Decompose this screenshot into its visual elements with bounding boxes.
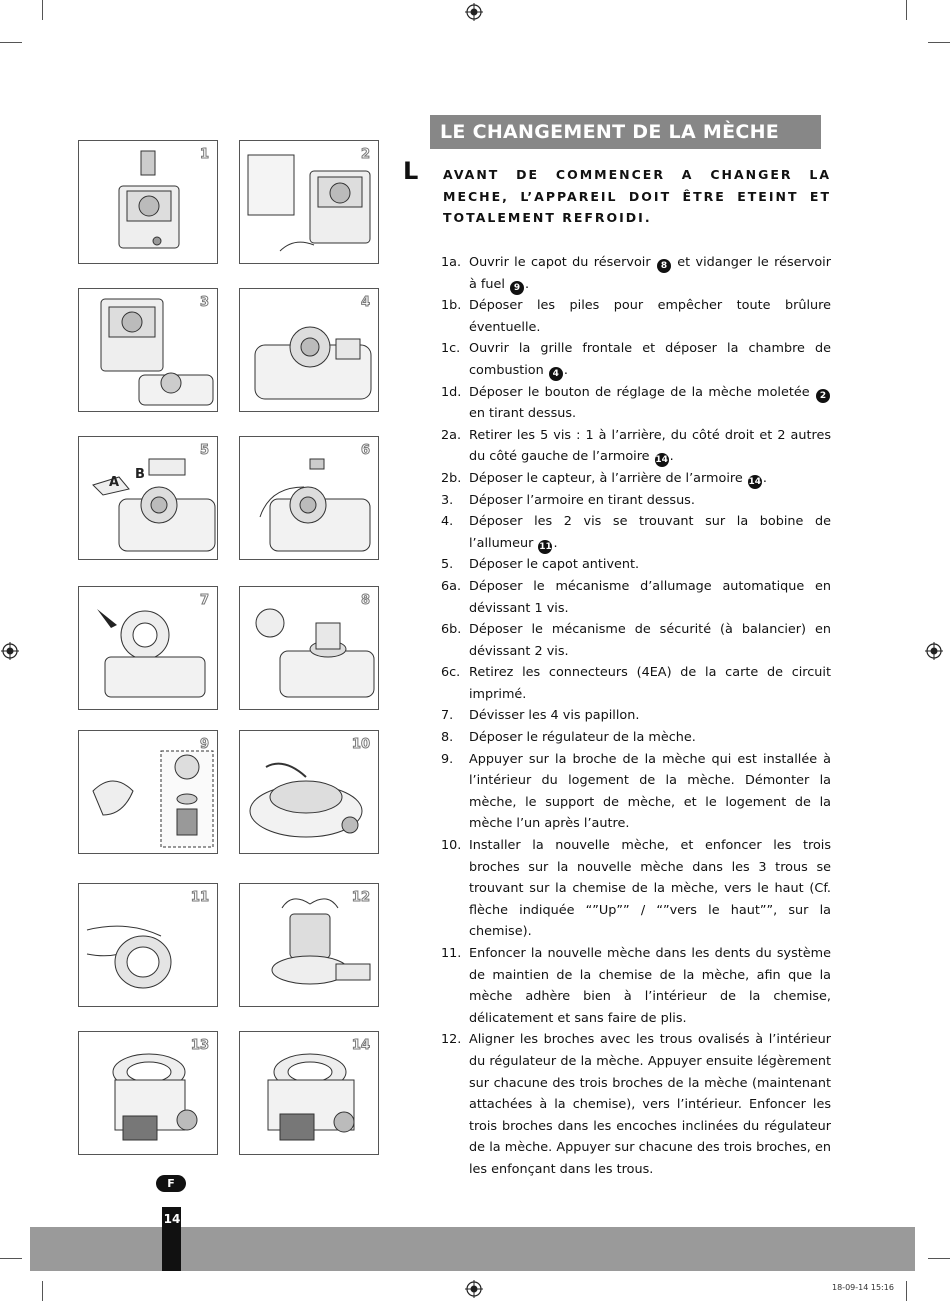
- crop-mark: [906, 0, 907, 20]
- step-text: Déposer le capteur, à l’arrière de l’armoire: [469, 470, 747, 486]
- registration-mark-icon: [925, 642, 943, 660]
- illustration-number: 4: [360, 295, 370, 310]
- instruction-step: [441, 943, 831, 1029]
- part-reference-badge: 8: [657, 259, 671, 273]
- instruction-step: [441, 727, 831, 749]
- crop-mark: [0, 1258, 22, 1259]
- illustration-drawing: [79, 437, 218, 560]
- illustration-7: [78, 586, 218, 710]
- instruction-step: [441, 511, 831, 554]
- step-number: 2a.: [441, 427, 462, 443]
- step-text: en tirant dessus.: [469, 406, 577, 422]
- illustration-drawing: [79, 141, 218, 264]
- step-text: Ouvrir la grille frontale et déposer la chambre de combustion: [469, 341, 831, 378]
- step-number: 1a.: [441, 255, 462, 270]
- section-title-text: LE CHANGEMENT DE LA MÈCHE: [440, 121, 780, 143]
- illustration-drawing: [240, 141, 379, 264]
- language-badge: F: [156, 1175, 186, 1192]
- illustration-3: [78, 288, 218, 412]
- illustration-number: 14: [351, 1038, 370, 1053]
- illustration-2: [239, 140, 379, 264]
- step-text: Déposer le bouton de réglage de la mèche moletée: [469, 384, 815, 400]
- illustration-label: A: [109, 475, 120, 490]
- illustration-number: 13: [190, 1038, 209, 1053]
- page-number: 14: [163, 1212, 181, 1226]
- instruction-step: [441, 705, 831, 727]
- warning-text: AVANT DE COMMENCER A CHANGER LA MECHE, L’APPAREIL DOIT ÊTRE ETEINT ET TOTALEMENT REFROIDI.: [443, 167, 831, 225]
- instruction-step: [441, 338, 831, 381]
- instruction-step: [441, 425, 831, 468]
- instruction-step: [441, 749, 831, 835]
- step-number: 6c.: [441, 665, 461, 681]
- step-text: Retirer les 5 vis : 1 à l’arrière, du côté droit et 2 autres du côté gauche de l’armoire: [469, 427, 831, 465]
- illustration-13: [78, 1031, 218, 1155]
- illustration-number: 5: [199, 443, 209, 458]
- illustration-12: [239, 883, 379, 1007]
- illustration-number: 12: [351, 890, 370, 905]
- crop-mark: [42, 1281, 43, 1301]
- instruction-list: [441, 252, 831, 1181]
- step-text: .: [563, 362, 568, 378]
- part-reference-badge: 2: [816, 389, 830, 403]
- step-text: Déposer le mécanisme de sécurité (à balancier) en dévissant 2 vis.: [469, 622, 831, 659]
- instruction-step: [441, 252, 831, 295]
- step-number: 3.: [441, 492, 454, 508]
- illustration-drawing: [79, 587, 218, 710]
- illustration-drawing: [240, 437, 379, 560]
- illustration-1: [78, 140, 218, 264]
- step-text: Ouvrir le capot du réservoir: [469, 255, 656, 270]
- step-text: .: [762, 470, 767, 486]
- step-text: Déposer l’armoire en tirant dessus.: [469, 492, 695, 508]
- step-text: Retirez les connecteurs (4EA) de la carte de circuit imprimé.: [469, 665, 831, 702]
- illustration-14: [239, 1031, 379, 1155]
- step-text: .: [669, 449, 674, 465]
- step-text: Déposer le capot antivent.: [469, 557, 640, 573]
- step-number: 11.: [441, 946, 462, 961]
- instruction-step: [441, 835, 831, 943]
- instruction-step: [441, 662, 831, 705]
- illustration-drawing: [240, 289, 379, 412]
- step-number: 6a.: [441, 578, 462, 594]
- part-reference-badge: 11: [539, 541, 552, 552]
- crop-mark: [928, 1258, 950, 1259]
- crop-mark: [42, 0, 43, 20]
- illustration-8: [239, 586, 379, 710]
- step-text: Enfoncer la nouvelle mèche dans les dents du système de maintien de la chemise de la mèche, afin que la mèche adhère bien à l’intérieur de la chemise, délicatement et sans faire de plis.: [469, 946, 831, 1026]
- step-text: Appuyer sur la broche de la mèche qui est installée à l’intérieur du logement de la mèche. Démonter la mèche, le support de mèche, et le logement de la mèche l’un après l’autre.: [469, 751, 831, 832]
- illustration-number: 1: [199, 147, 209, 162]
- illustration-number: 7: [199, 593, 209, 608]
- step-number: 1b.: [441, 298, 462, 314]
- illustration-drawing: [240, 587, 379, 710]
- step-number: 7.: [441, 708, 454, 724]
- step-text: Déposer les 2 vis se trouvant sur la bobine de l’allumeur: [469, 514, 831, 551]
- illustration-number: 11: [190, 890, 209, 905]
- step-number: 2b.: [441, 470, 462, 486]
- part-reference-badge: 4: [549, 367, 563, 381]
- registration-mark-icon: [465, 1280, 483, 1298]
- illustration-number: 6: [360, 443, 370, 458]
- instruction-step: [441, 382, 831, 425]
- section-title: [430, 115, 829, 149]
- part-reference-badge: 14: [748, 476, 762, 487]
- instruction-step: [441, 576, 831, 619]
- registration-mark-icon: [1, 642, 19, 660]
- crop-mark: [928, 42, 950, 43]
- instruction-step: [441, 490, 831, 512]
- illustration-number: 10: [351, 737, 370, 752]
- crop-mark: [0, 42, 22, 43]
- print-timestamp: 18-09-14 15:16: [832, 1283, 894, 1292]
- illustration-5: [78, 436, 218, 560]
- instruction-step: [441, 468, 831, 490]
- instruction-step: [441, 554, 831, 576]
- step-text: Aligner les broches avec les trous ovalisés à l’intérieur du régulateur de la mèche. Appuyer ensuite légèrement sur chacune des trois broches de la mèche (maintenant attachées à la chemise), vers l’intérieur. Enfoncer les trois broches dans les encoches inclinées du régulateur de la mèche. Appuyer sur chacune des trois broches, en les enfonçant dans les trous.: [469, 1032, 831, 1177]
- illustration-number: 3: [199, 295, 209, 310]
- step-number: 6b.: [441, 622, 462, 638]
- illustration-number: 8: [360, 593, 370, 608]
- step-number: 8.: [441, 730, 454, 746]
- illustration-9: [78, 730, 218, 854]
- step-text: Déposer le régulateur de la mèche.: [469, 730, 696, 746]
- step-text: Déposer les piles pour empêcher toute brûlure éventuelle.: [469, 298, 831, 335]
- part-reference-badge: 9: [510, 281, 524, 295]
- illustration-number: 2: [360, 147, 370, 162]
- section-letter: L: [403, 157, 419, 185]
- step-text: .: [525, 276, 530, 292]
- step-number: 1c.: [441, 341, 461, 357]
- illustration-4: [239, 288, 379, 412]
- step-number: 9.: [441, 751, 454, 767]
- illustration-drawing: [79, 731, 218, 854]
- step-text: .: [553, 535, 558, 551]
- step-number: 10.: [441, 838, 462, 854]
- step-text: Installer la nouvelle mèche, et enfoncer les trois broches sur la nouvelle mèche dans les 3 trous se trouvant sur la chemise de la mèche, vers le haut (Cf. flèche indiquée “”Up”” / “”vers le haut””, sur la chemise).: [469, 838, 831, 940]
- step-number: 4.: [441, 514, 454, 530]
- illustration-11: [78, 883, 218, 1007]
- crop-mark: [906, 1281, 907, 1301]
- title-edge: [821, 115, 829, 149]
- illustration-number: 9: [199, 737, 209, 752]
- instruction-step: [441, 295, 831, 338]
- illustration-drawing: [79, 289, 218, 412]
- step-number: 1d.: [441, 384, 462, 400]
- step-text: Déposer le mécanisme d’allumage automatique en dévissant 1 vis.: [469, 578, 831, 616]
- illustration-10: [239, 730, 379, 854]
- instruction-step: [441, 1029, 831, 1180]
- step-text: et vidanger le réservoir à fuel: [469, 255, 831, 292]
- illustration-label: B: [135, 467, 145, 482]
- step-text: Dévisser les 4 vis papillon.: [469, 708, 640, 724]
- step-number: 5.: [441, 557, 454, 573]
- part-reference-badge: 14: [655, 455, 668, 466]
- illustration-6: [239, 436, 379, 560]
- registration-mark-icon: [465, 3, 483, 21]
- instruction-step: [441, 619, 831, 662]
- step-number: 12.: [441, 1032, 462, 1048]
